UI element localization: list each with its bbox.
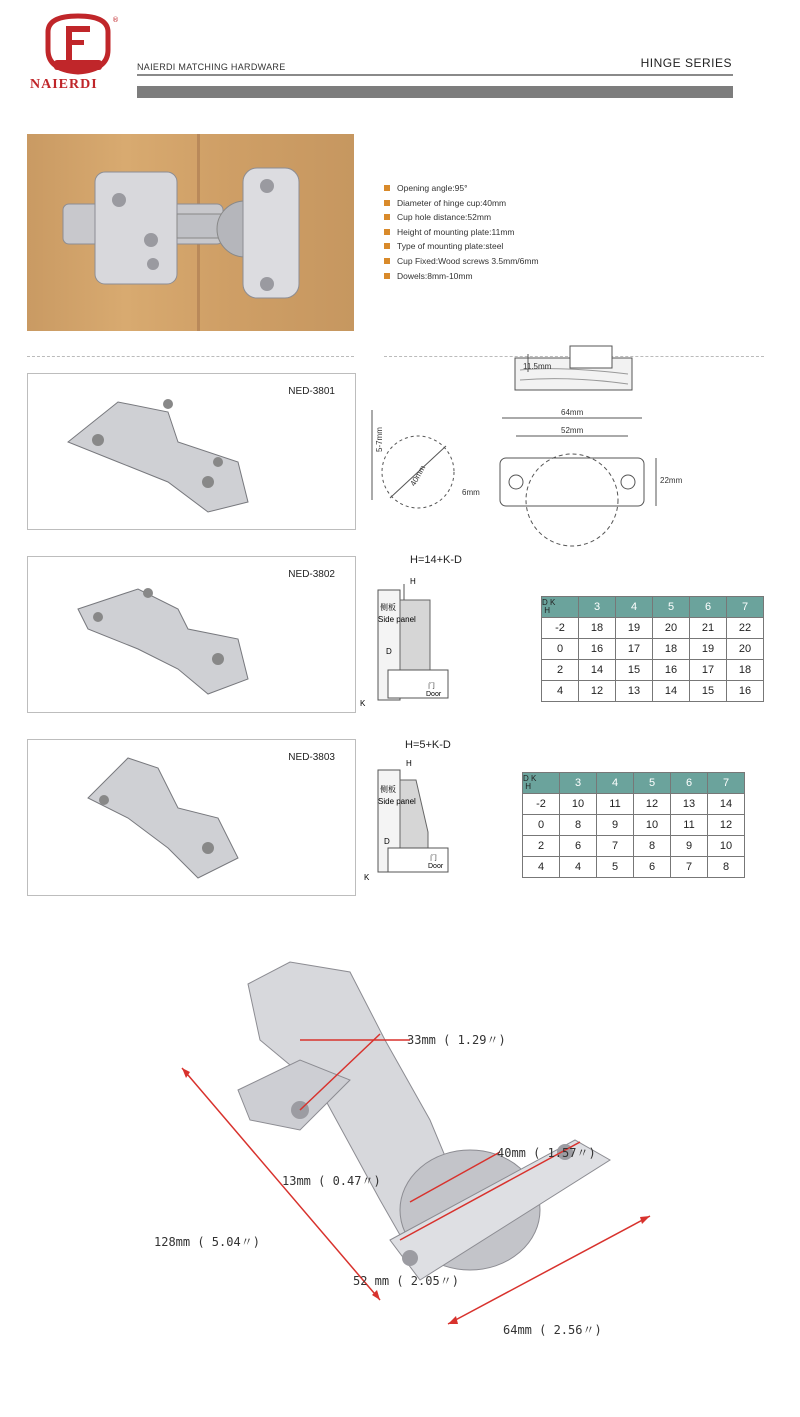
model-panel-3802 <box>27 556 356 713</box>
door-cn-label: 门 <box>428 683 435 690</box>
k-label: K <box>364 873 370 882</box>
product-photo <box>27 134 354 331</box>
section-drawing-1 <box>358 570 468 720</box>
header-rule <box>137 74 733 76</box>
formula-1: H=14+K-D <box>410 554 462 566</box>
d-label: D <box>384 837 390 846</box>
hinge-icon <box>68 569 268 704</box>
hinge-icon <box>68 748 268 888</box>
side-en-label: Side panel <box>378 797 416 806</box>
width-64-label: 64mm <box>561 408 584 417</box>
spec-list <box>384 181 539 283</box>
model-label: NED-3803 <box>288 752 335 763</box>
dimensioned-hinge <box>0 940 800 1380</box>
table-row: 2 6 7 8 9 10 <box>523 836 745 857</box>
side-cn-label: 侧板 <box>380 785 396 794</box>
col-header: 5 <box>634 773 671 794</box>
col-header: 7 <box>708 773 745 794</box>
spec-item: Cup hole distance:52mm <box>384 210 539 225</box>
col-header: 4 <box>597 773 634 794</box>
dim-33: 33mm ( 1.29〃) <box>407 1033 506 1047</box>
table-row: 2 14 15 16 17 18 <box>542 660 764 681</box>
table-corner: D K H <box>542 597 579 618</box>
spec-item: Diameter of hinge cup:40mm <box>384 196 539 211</box>
divider <box>27 356 354 357</box>
col-header: 3 <box>579 597 616 618</box>
formula-2: H=5+K-D <box>405 739 451 751</box>
dim-13: 13mm ( 0.47〃) <box>282 1174 381 1188</box>
model-panel-3803 <box>27 739 356 896</box>
logo-text: NAIERDI <box>30 77 98 92</box>
spec-item: Dowels:8mm-10mm <box>384 269 539 284</box>
dim-52: 52 mm ( 2.05〃) <box>353 1274 459 1288</box>
spec-item: Cup Fixed:Wood screws 3.5mm/6mm <box>384 254 539 269</box>
height-22-label: 22mm <box>660 476 683 485</box>
table-row: 0 8 9 10 11 12 <box>523 815 745 836</box>
table-row: 0 16 17 18 19 20 <box>542 639 764 660</box>
section-drawing-2 <box>358 752 468 892</box>
dim-40: 40mm ( 1.57〃) <box>497 1146 596 1160</box>
h-label: H <box>406 759 412 768</box>
side-en-label: Side panel <box>378 615 416 624</box>
dim-128: 128mm ( 5.04〃) <box>154 1235 260 1249</box>
spec-item: Opening angle:95° <box>384 181 539 196</box>
door-cn-label: 门 <box>430 855 437 862</box>
spec-item: Height of mounting plate:11mm <box>384 225 539 240</box>
width-52-label: 52mm <box>561 426 584 435</box>
side-cn-label: 侧板 <box>380 603 396 612</box>
col-header: 4 <box>616 597 653 618</box>
hinge-icon <box>58 382 258 522</box>
plate-height-label: 11.5mm <box>523 362 552 371</box>
brand-subtitle: NAIERDI MATCHING HARDWARE <box>137 62 286 72</box>
door-en-label: Door <box>426 691 442 698</box>
door-en-label: Door <box>428 863 444 870</box>
model-panel-3801 <box>27 373 356 530</box>
col-header: 5 <box>653 597 690 618</box>
table-1 <box>541 596 764 702</box>
col-header: 6 <box>671 773 708 794</box>
col-header: 3 <box>560 773 597 794</box>
dim-64: 64mm ( 2.56〃) <box>503 1323 602 1337</box>
header-bar <box>137 86 733 98</box>
table-row: -2 18 19 20 21 22 <box>542 618 764 639</box>
col-header: 6 <box>690 597 727 618</box>
table-corner: D K H <box>523 773 560 794</box>
col-header: 7 <box>727 597 764 618</box>
table-row: -2 10 11 12 13 14 <box>523 794 745 815</box>
hinge-photo-icon <box>27 134 354 331</box>
model-label: NED-3801 <box>288 386 335 397</box>
table-row: 4 12 13 14 15 16 <box>542 681 764 702</box>
technical-drawing <box>360 340 683 555</box>
naierdi-logo-icon <box>40 12 119 76</box>
spec-item: Type of mounting plate:steel <box>384 239 539 254</box>
table-2 <box>522 772 745 878</box>
k-label: K <box>360 699 366 708</box>
cup-40-label: 40mm <box>408 463 428 488</box>
table-row: 4 4 5 6 7 8 <box>523 857 745 878</box>
hole-6-label: 6mm <box>462 488 480 497</box>
edge-label: 5-7mm <box>375 427 384 452</box>
svg-text:®: ® <box>112 16 119 24</box>
d-label: D <box>386 647 392 656</box>
h-label: H <box>410 577 416 586</box>
series-title: HINGE SERIES <box>640 56 732 70</box>
model-label: NED-3802 <box>288 569 335 580</box>
